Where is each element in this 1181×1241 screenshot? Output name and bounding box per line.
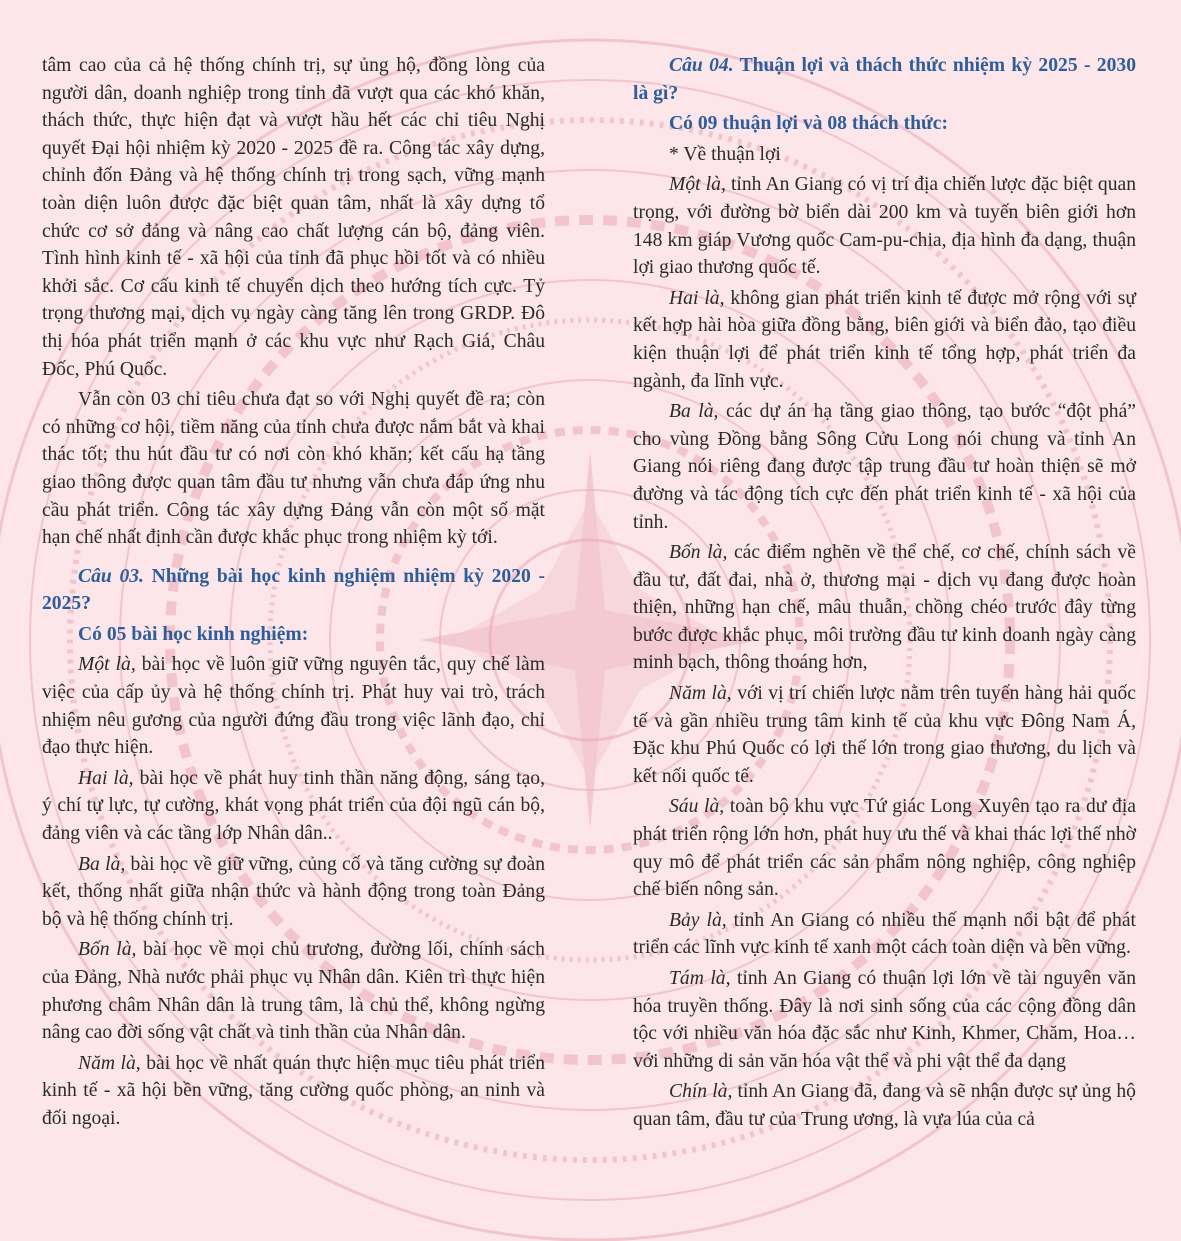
advantage-lead: Một là, xyxy=(669,174,726,196)
advantage-text: các dự án hạ tầng giao thông, tạo bước “đột phá” cho vùng Đồng bằng Sông Cửu Long nói chung và tỉnh An Giang nói riêng đang được tập trung đầu tư hoàn thiện sẽ mở đường và tác động tích cực đến phát triển kinh tế - xã hội của tỉnh. xyxy=(633,401,1136,533)
advantage-lead: Bốn là, xyxy=(669,542,728,564)
lesson-text: bài học về luôn giữ vững nguyên tắc, quy chế làm việc của cấp ủy và hệ thống chính trị. Phát huy vai trò, trách nhiệm nêu gương của người đứng đầu trong việc lãnh đạo, chỉ đạo thực hiện. xyxy=(42,654,545,759)
question-03-heading xyxy=(42,563,545,618)
question-03-subheading: Có 05 bài học kinh nghiệm: xyxy=(78,623,309,645)
question-03-number: Câu 03. xyxy=(78,565,144,587)
lesson-lead: Bốn là, xyxy=(78,939,137,961)
lesson-text: bài học về mọi chủ trương, đường lối, chính sách của Đảng, Nhà nước phải phục vụ Nhân dân. Kiên trì thực hiện phương châm Nhân dân là trung tâm, là chủ thể, không ngừng nâng cao đời sống vật chất và tinh thần của Nhân dân. xyxy=(42,939,545,1044)
right-column xyxy=(633,52,1136,1137)
question-04-subheading: Có 09 thuận lợi và 08 thách thức: xyxy=(669,113,948,135)
advantage-item xyxy=(633,285,1136,395)
lesson-item xyxy=(42,765,545,848)
paragraph-shortcomings: Vẫn còn 03 chỉ tiêu chưa đạt so với Nghị quyết đề ra; còn có những cơ hội, tiềm năng của tỉnh chưa được nắm bắt và khai thác tốt; thu hút đầu tư có nơi còn khó khăn; kết cấu hạ tầng giao thông được quan tâm đầu tư nhưng vẫn chưa đáp ứng nhu cầu phát triển. Công tác xây dựng Đảng vẫn còn một số mặt hạn chế nhất định cần được khắc phục trong nhiệm kỳ tới. xyxy=(42,389,545,549)
question-04-heading xyxy=(633,52,1136,107)
advantage-lead: Hai là, xyxy=(669,287,725,309)
advantage-text: tỉnh An Giang có thuận lợi lớn về tài nguyên văn hóa truyền thống. Đây là nơi sinh sống của các cộng đồng dân tộc với nhiều văn hóa đặc sắc như Kinh, Khmer, Chăm, Hoa… với những di sản văn hóa vật thể và phi vật thể đa dạng xyxy=(633,968,1136,1072)
advantage-text: không gian phát triển kinh tế được mở rộng với sự kết hợp hài hòa giữa đồng bằng, biên giới và biển đảo, tạo điều kiện thuận lợi để phát triển kinh tế tổng hợp, phát triển đa ngành, đa lĩnh vực. xyxy=(633,287,1136,392)
advantage-text: các điểm nghẽn về thể chế, cơ chế, chính sách về đầu tư, đất đai, nhà ở, thương mại - dịch vụ đang được hoàn thiện, những hạn chế, mâu thuẫn, chồng chéo trước đây từng bước được khắc phục, môi trường đầu tư kinh doanh ngày càng minh bạch, thông thoáng hơn, xyxy=(633,542,1136,674)
advantage-item xyxy=(633,398,1136,536)
advantage-lead: Bảy là, xyxy=(669,909,727,931)
advantage-lead: Chín là, xyxy=(669,1081,733,1103)
advantage-text: toàn bộ khu vực Tứ giác Long Xuyên tạo ra dư địa phát triển rộng lớn hơn, phát huy ưu thế và khai thác lợi thế nhờ quy mô để phát triển các sản phẩm nông nghiệp, công nghiệp chế biến nông sản. xyxy=(633,796,1136,901)
advantage-lead: Năm là, xyxy=(669,683,732,705)
advantage-item xyxy=(633,680,1136,790)
lesson-text: bài học về nhất quán thực hiện mục tiêu phát triển kinh tế - xã hội bền vững, tăng cường quốc phòng, an ninh và đối ngoại. xyxy=(42,1052,545,1129)
left-column xyxy=(42,52,545,1136)
lesson-lead: Ba là, xyxy=(78,853,126,875)
lesson-text: bài học về phát huy tinh thần năng động, sáng tạo, ý chí tự lực, tự cường, khát vọng phát triển của đội ngũ cán bộ, đảng viên và các tầng lớp Nhân dân.. xyxy=(42,767,545,845)
lesson-text: bài học về giữ vững, củng cố và tăng cường sự đoàn kết, thống nhất giữa nhận thức và hành động trong toàn Đảng bộ và hệ thống chính trị. xyxy=(42,853,545,930)
advantage-item xyxy=(633,1078,1136,1133)
advantage-item xyxy=(633,965,1136,1075)
section-label: * Về thuận lợi xyxy=(669,143,781,165)
paragraph-continuation: tâm cao của cả hệ thống chính trị, sự ủng hộ, đồng lòng của người dân, doanh nghiệp trong tỉnh đã vượt qua các khó khăn, thách thức, thực hiện đạt và vượt hầu hết các chỉ tiêu Nghị quyết Đại hội nhiệm kỳ 2020 - 2025 đề ra. Công tác xây dựng, chỉnh đốn Đảng và hệ thống chính trị trong sạch, vững mạnh toàn diện luôn được đặc biệt quan tâm, nhất là xây dựng tổ chức cơ sở đảng và nâng cao chất lượng cán bộ, đảng viên. Tình hình kinh tế - xã hội của tỉnh đã phục hồi tốt và có nhiều khởi sắc. Cơ cấu kinh tế chuyển dịch theo hướng tích cực. Tỷ trọng thương mại, dịch vụ ngày càng tăng lên trong GRDP. Đô thị hóa phát triển mạnh ở các khu vực như Rạch Giá, Châu Đốc, Phú Quốc. xyxy=(42,55,545,380)
lesson-item xyxy=(42,851,545,934)
lesson-lead: Năm là, xyxy=(78,1052,141,1074)
lesson-item xyxy=(42,651,545,761)
question-04-number: Câu 04. xyxy=(669,55,734,76)
lesson-lead: Một là, xyxy=(78,654,136,676)
advantage-item xyxy=(633,793,1136,903)
question-04-text: Thuận lợi và thách thức nhiệm kỳ 2025 - 2030 là gì? xyxy=(633,55,1136,104)
lesson-item xyxy=(42,936,545,1046)
advantage-item xyxy=(633,171,1136,281)
advantage-lead: Sáu là, xyxy=(669,796,725,818)
advantage-text: tỉnh An Giang có nhiều thế mạnh nổi bật để phát triển các lĩnh vực kinh tế xanh một cách toàn diện và bền vững. xyxy=(633,909,1136,959)
advantage-lead: Ba là, xyxy=(669,401,719,423)
advantage-text: tỉnh An Giang có vị trí địa chiến lược đặc biệt quan trọng, với đường bờ biển dài 200 km và tuyến biên giới hơn 148 km giáp Vương quốc Cam-pu-chia, địa hình đa dạng, thuận lợi giao thương quốc tế. xyxy=(633,174,1136,279)
lesson-item xyxy=(42,1050,545,1133)
question-03-text: Những bài học kinh nghiệm nhiệm kỳ 2020 - 2025? xyxy=(42,565,546,615)
advantage-item xyxy=(633,907,1136,962)
advantage-lead: Tám là, xyxy=(669,968,731,989)
advantage-text: với vị trí chiến lược nằm trên tuyến hàng hải quốc tế và gần nhiều trung tâm kinh tế của khu vực Đông Nam Á, Đặc khu Phú Quốc có lợi thế lớn trong giao thương, du lịch và kết nối quốc tế. xyxy=(633,683,1136,787)
lesson-lead: Hai là, xyxy=(78,767,134,789)
advantage-item xyxy=(633,539,1136,677)
advantage-text: tỉnh An Giang đã, đang và sẽ nhận được sự ủng hộ quan tâm, đầu tư của Trung ương, là vựa lúa của cả xyxy=(633,1081,1136,1130)
